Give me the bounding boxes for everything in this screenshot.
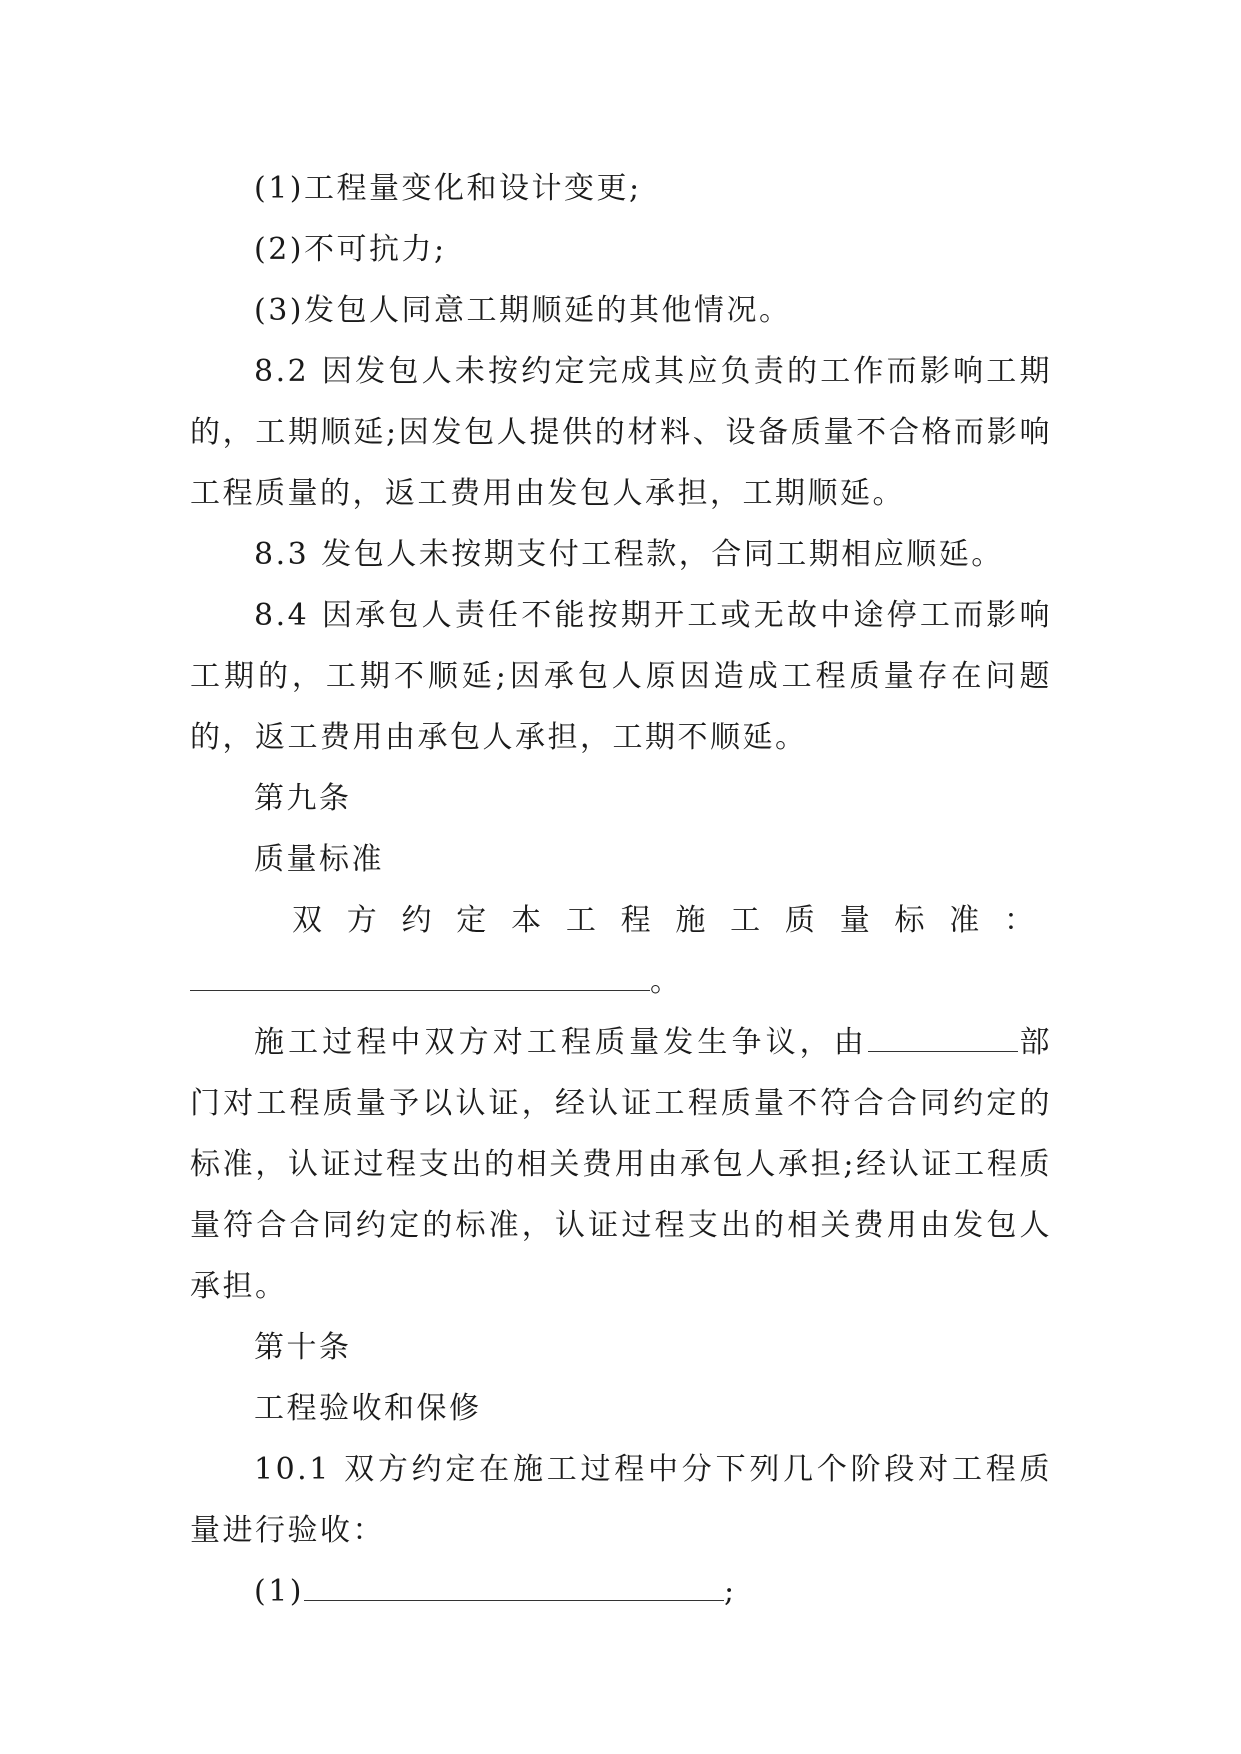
quality-standard-blank-line	[190, 951, 1052, 1012]
document-page	[190, 158, 1052, 1622]
period: 。	[650, 964, 683, 999]
article-9-heading: 第九条	[254, 781, 352, 816]
dispute-paragraph	[190, 1012, 1052, 1317]
quality-standard-line: 双方约定本工程施工质量标准：	[292, 903, 1052, 938]
article-10-title: 工程验收和保修	[254, 1391, 482, 1426]
certifying-department-blank[interactable]	[868, 1025, 1018, 1052]
stage-item-1	[190, 1561, 1052, 1622]
article-9-title: 质量标准	[254, 842, 384, 877]
quality-standard-blank[interactable]	[190, 964, 650, 991]
article-10-heading: 第十条	[254, 1330, 352, 1365]
stage-item-1-blank[interactable]	[304, 1574, 724, 1601]
dispute-text-2: 部门对工程质量予以认证，经认证工程质量不符合合同约定的标准，认证过程支出的相关费用由承包人承担;经认证工程质量符合合同约定的标准，认证过程支出的相关费用由发包人承担。	[190, 1025, 1053, 1304]
clause-10-1: 10.1 双方约定在施工过程中分下列几个阶段对工程质量进行验收：	[190, 1452, 1052, 1548]
item-3: (3)发包人同意工期顺延的其他情况。	[254, 293, 792, 328]
item-1: (1)工程量变化和设计变更;	[254, 171, 642, 206]
item-2: (2)不可抗力;	[254, 232, 447, 267]
dispute-text-1: 施工过程中双方对工程质量发生争议，由	[254, 1025, 868, 1060]
clause-8-2: 8.2 因发包人未按约定完成其应负责的工作而影响工期的，工期顺延;因发包人提供的材料、设备质量不合格而影响工程质量的，返工费用由发包人承担，工期顺延。	[190, 354, 1052, 511]
semicolon: ;	[724, 1574, 737, 1609]
clause-8-3: 8.3 发包人未按期支付工程款，合同工期相应顺延。	[254, 537, 1004, 572]
stage-item-1-label: (1)	[254, 1574, 304, 1609]
clause-8-4: 8.4 因承包人责任不能按期开工或无故中途停工而影响工期的，工期不顺延;因承包人原因造成工程质量存在问题的，返工费用由承包人承担，工期不顺延。	[190, 598, 1052, 755]
